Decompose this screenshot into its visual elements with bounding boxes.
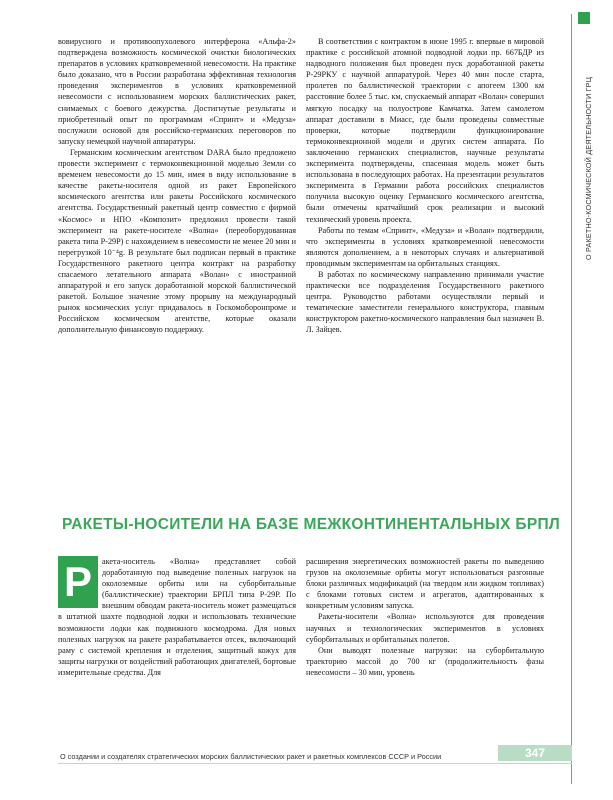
- paragraph: акета-носитель «Волна» представляет собой доработанную под выведение полезных нагрузок на околоземные орбиты или на суборбитальные (баллистические) траектории БРПЛ типа Р-29Р. По внешним обводам ракета-носитель может размещаться в штатной шахте подводной лодки и использовать технические возможности лодки как подвижного космодрома. Для новых полезных нагрузок на ракете разрабатывается отсек, включающий раму с системой крепления и отделения, защитный кожух для защиты нагрузки от воздействий работающих двигателей, бортовые измерительные средства. Для: [58, 557, 296, 677]
- paragraph: Ракеты-носители «Волна» используются для проведения научных и технологических экспериментов в условиях суборбитальных и орбитальных полетов.: [306, 612, 544, 644]
- paragraph: Они выводят полезные нагрузки: на суборбитальную траекторию массой до 700 кг (продолжительность фазы невесомости – 30 мин, уровень: [306, 645, 544, 677]
- left-column: [58, 36, 296, 336]
- lower-left-column: [58, 556, 296, 678]
- paragraph: В соответствии с контрактом в июне 1995 г. впервые в мировой практике с российской атомной подводной лодки пр. 667БДР из надводного положения был проведен пуск доработанной ракеты Р-29РКУ с научной аппаратурой. Через 40 мин после старта, пролетев по баллистической траектории с апогеем 1300 км расстояние более 5 тыс. км, спускаемый аппарат «Волан» совершил мягкую посадку на полуострове Камчатка. Затем самолетом аппарат доставили в Миасс, где были проведены совместные проверки, которые подтвердили функционирование термоконвекционной модели и других систем аппарата. По заключению германских специалистов, научные результаты эксперимента подтверждены, спасенная модель может быть использована в последующих работах. На презентации результатов эксперимента в Германии работа российских специалистов получила высокую оценку Германского космического агентства, были отмечены кратчайший срок реализации и высокий технический уровень проекта.: [306, 37, 544, 224]
- lower-right-column: [306, 556, 544, 678]
- paragraph: Германским космическим агентством DARA было предложено провести эксперимент с термоконвекционной моделью Земли со временем невесомости до 15 мин, имея в виду использование в качестве ракеты-носителя одной из ракет Европейского космического агентства или ракеты Российского космического агентства. Государственный ракетный центр совместно с фирмой «Космос» и НПО «Композит» предложил провести такой эксперимент на ракете-носителе «Волна» (переоборудованная ракета типа Р-29Р) с нахождением в невесомости не менее 20 мин и перегрузкой 10⁻⁴g. В результате был подписан первый в практике Государственного ракетного центра контракт на разработку спасаемого летательного аппарата «Волан» с иностранной аппаратурой и его запуск доработанной морской баллистической ракетой. Большое значение этому прорыву на международный рынок космических услуг придавалось в Госкомоборонпроме и Российском космическом агентстве, которые оказали дополнительную финансовую поддержку.: [58, 147, 296, 335]
- side-rule: [571, 14, 572, 784]
- side-marker: [578, 12, 590, 24]
- footer-text: О создании и создателях стратегических морских баллистических ракет и ракетных комплексов СССР и России: [60, 752, 442, 761]
- right-column: [306, 36, 544, 336]
- page-number: 347: [524, 746, 546, 760]
- dropcap: Р: [58, 556, 98, 608]
- section-title: РАКЕТЫ-НОСИТЕЛИ НА БАЗЕ МЕЖКОНТИНЕНТАЛЬНЫХ БРПЛ: [62, 516, 561, 533]
- paragraph: В работах по космическому направлению принимали участие практически все подразделения Государственного ракетного центра. Руководство работами осуществляли первый и тематические заместители генерального конструктора, главным конструктором ракетно-космического направления был назначен В. Л. Зайцев.: [306, 269, 544, 335]
- paragraph: Работы по темам «Спринт», «Медуза» и «Волан» подтвердили, что эксперименты в условиях кратковременной невесомости являются дополнением, а в некоторых случаях и альтернативой проводимым экспериментам на орбитальных станциях.: [306, 225, 544, 268]
- running-header: О РАКЕТНО-КОСМИЧЕСКОЙ ДЕЯТЕЛЬНОСТИ ГРЦ: [584, 76, 593, 260]
- paragraph: расширения энергетических возможностей ракеты по выведению грузов на околоземные орбиты могут использоваться разгонные блоки различных модификаций (на твердом или жидком топливах) с блоками готовых систем и агрегатов, адаптированных к конкретным условиям запуска.: [306, 557, 544, 611]
- footer-rule: [58, 763, 572, 764]
- paragraph: вовирусного и противоопухолевого интерферона «Альфа-2» подтверждена возможность космической очистки биологических препаратов в условиях кратковременной невесомости. На практике было доказано, что в России разработана эффективная технология проведения экспериментов в условиях кратковременной невесомости с использованием морских баллистических ракет, снимаемых с боевого дежурства. Достигнутые результаты и приобретенный опыт по программам «Спринт» и «Медуза» послужили основой для российско-германских переговоров по запуску немецкой научной аппаратуры.: [58, 37, 296, 146]
